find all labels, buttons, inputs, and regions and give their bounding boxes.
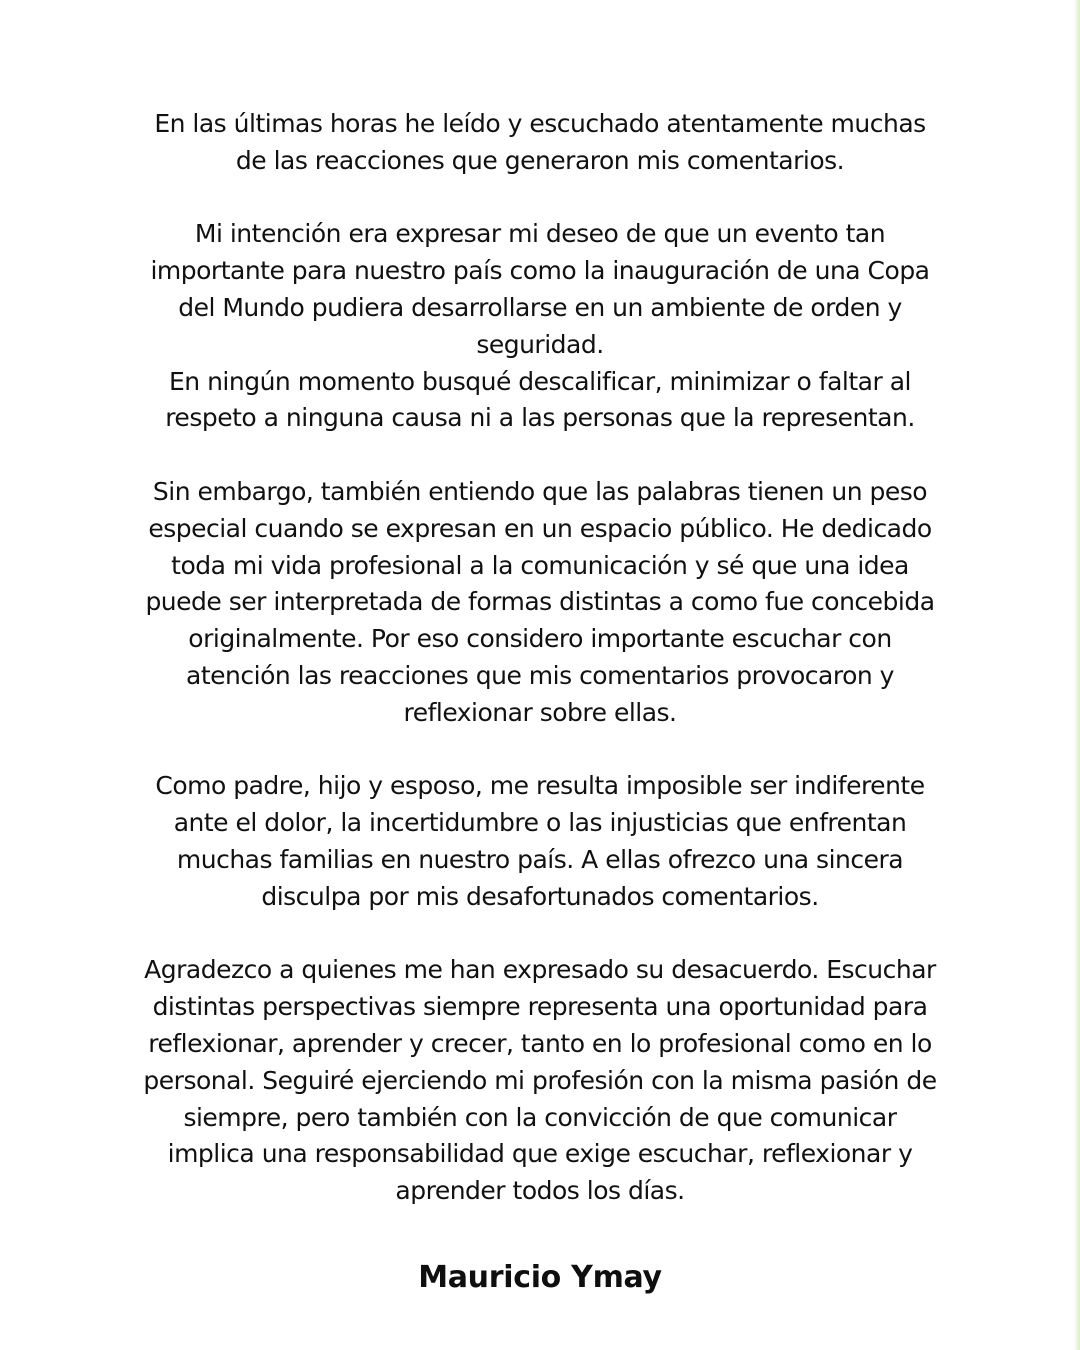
signature-name: Mauricio Ymay — [418, 1260, 662, 1295]
text-line: Agradezco a quienes me han expresado su desacuerdo. Escuchar — [144, 955, 936, 985]
text-line: originalmente. Por eso considero importante escuchar con — [188, 624, 892, 654]
text-line: reflexionar sobre ellas. — [403, 697, 677, 727]
text-line: Mi intención era expresar mi deseo de que un evento tan — [194, 219, 886, 249]
text-line: siempre, pero también con la convicción de que comunicar — [183, 1102, 897, 1132]
text-line: En las últimas horas he leído y escuchado atentamente muchas — [154, 109, 926, 138]
paragraph-reactions — [100, 106, 980, 180]
text-line: implica una responsabilidad que exige escuchar, reflexionar y — [167, 1139, 913, 1169]
text-line: de las reacciones que generaron mis comentarios. — [235, 145, 845, 175]
text-line: disculpa por mis desafortunados comentarios. — [261, 881, 819, 911]
text-line: ante el dolor, la incertidumbre o las injusticias que enfrentan — [173, 808, 907, 838]
text-line: toda mi vida profesional a la comunicación y sé que una idea — [171, 550, 909, 580]
text-line: especial cuando se expresan en un espacio público. He dedicado — [148, 513, 932, 543]
statement-body — [100, 106, 980, 1247]
text-line: muchas familias en nuestro país. A ellas ofrezco una sincera — [176, 844, 904, 874]
paragraph-apology — [100, 768, 980, 915]
paragraph-words-weight — [100, 474, 980, 732]
right-edge-accent — [1074, 0, 1080, 1350]
paragraph-intention — [100, 216, 980, 437]
text-line: puede ser interpretada de formas distintas a como fue concebida — [145, 587, 935, 617]
text-line: personal. Seguiré ejerciendo mi profesión con la misma pasión de — [143, 1065, 937, 1095]
paragraph-gratitude — [100, 952, 980, 1210]
text-line: respeto a ninguna causa ni a las personas que la representan. — [165, 403, 915, 433]
text-line: del Mundo pudiera desarrollarse en un ambiente de orden y — [178, 292, 902, 322]
text-line: Sin embargo, también entiendo que las palabras tienen un peso — [152, 476, 928, 506]
text-line: atención las reacciones que mis comentarios provocaron y — [186, 660, 894, 690]
text-line: distintas perspectivas siempre representa una oportunidad para — [152, 992, 928, 1022]
text-line: aprender todos los días. — [395, 1176, 685, 1206]
text-line: Como padre, hijo y esposo, me resulta imposible ser indiferente — [155, 771, 925, 801]
text-line: importante para nuestro país como la inauguración de una Copa — [150, 256, 930, 286]
text-line: En ningún momento busqué descalificar, minimizar o faltar al — [169, 366, 911, 396]
text-line: seguridad. — [476, 329, 604, 359]
text-line: reflexionar, aprender y crecer, tanto en lo profesional como en lo — [148, 1028, 932, 1058]
